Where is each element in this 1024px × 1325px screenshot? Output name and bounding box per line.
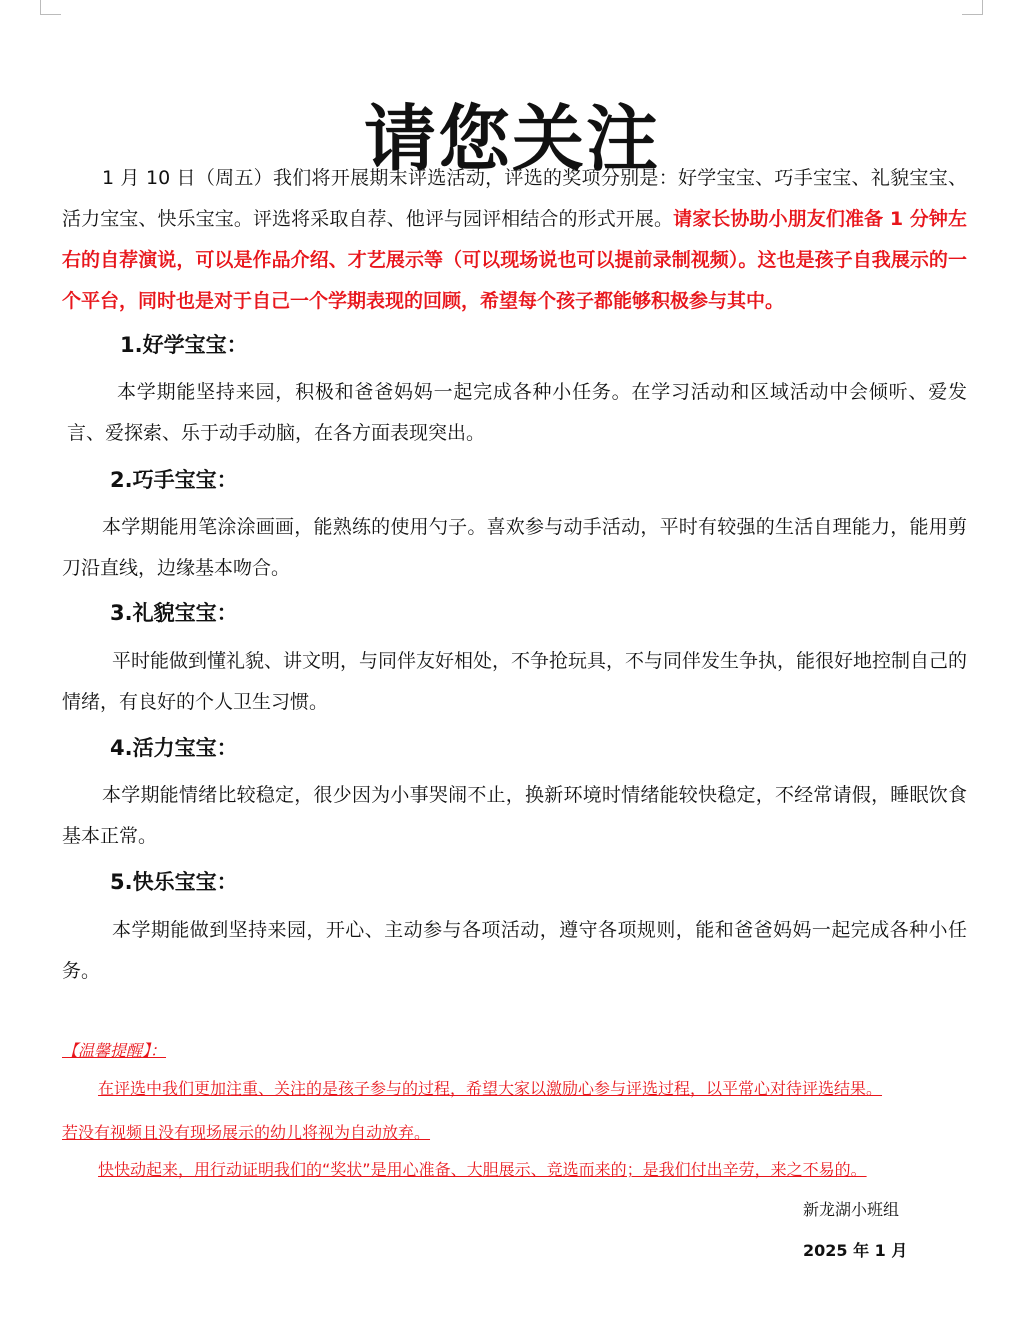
reminder-line-3: 快快动起来，用行动证明我们的“奖状”是用心准备、大胆展示、竞选而来的；是我们付出辛劳，来之不易的。 xyxy=(98,1160,867,1179)
award-description-4: 本学期能情绪比较稳定，很少因为小事哭闹不止，换新环境时情绪能较快稳定，不经常请假，睡眠饮食基本正常。 xyxy=(62,784,967,847)
award-heading-5: 5.快乐宝宝： xyxy=(110,870,238,894)
award-heading-2: 2.巧手宝宝： xyxy=(110,468,238,492)
page-corner-mark-left xyxy=(40,0,61,15)
reminder-label: 【温馨提醒】： xyxy=(62,1041,167,1060)
intro-text: 1 月 10 日（周五）我们将开展期末评选活动，评选的奖项分别是：好学宝宝、巧手宝宝、礼貌宝宝、活力宝宝、快乐宝宝。评选将采取自荐、他评与园评相结合的形式开展。 xyxy=(62,167,967,230)
page-title: 请您关注 xyxy=(363,97,660,182)
award-description-1: 本学期能坚持来园，积极和爸爸妈妈一起完成各种小任务。在学习活动和区域活动中会倾听、爱发言、爱探索、乐于动手动脑，在各方面表现突出。 xyxy=(67,381,967,444)
reminder-line-1: 在评选中我们更加注重、关注的是孩子参与的过程，希望大家以激励心参与评选过程，以平常心对待评选结果。 xyxy=(98,1079,883,1098)
award-heading-4: 4.活力宝宝： xyxy=(110,736,238,760)
award-heading-3: 3.礼貌宝宝： xyxy=(110,601,238,625)
signature-group: 新龙湖小班组 xyxy=(803,1200,900,1219)
signature-date: 2025 年 1 月 xyxy=(803,1241,908,1260)
award-description-2: 本学期能用笔涂涂画画，能熟练的使用勺子。喜欢参与动手活动，平时有较强的生活自理能力，能用剪刀沿直线，边缘基本吻合。 xyxy=(62,516,967,579)
reminder-line-2: 若没有视频且没有现场展示的幼儿将视为自动放弃。 xyxy=(62,1123,431,1142)
award-heading-1: 1.好学宝宝： xyxy=(120,333,248,357)
award-description-5: 本学期能做到坚持来园，开心、主动参与各项活动，遵守各项规则，能和爸爸妈妈一起完成各种小任务。 xyxy=(62,919,967,982)
award-description-3: 平时能做到懂礼貌、讲文明，与同伴友好相处，不争抢玩具，不与同伴发生争执，能很好地控制自己的情绪，有良好的个人卫生习惯。 xyxy=(62,650,968,713)
intro-highlight-text: 请家长协助小朋友们准备 1 分钟左右的自荐演说，可以是作品介绍、才艺展示等（可以现场说也可以提前录制视频）。这也是孩子自我展示的一个平台，同时也是对于自己一个学期表现的回顾，希望每个孩子都能够积极参与其中。 xyxy=(62,208,967,312)
page-corner-mark-right xyxy=(962,0,983,15)
intro-paragraph xyxy=(62,158,967,322)
